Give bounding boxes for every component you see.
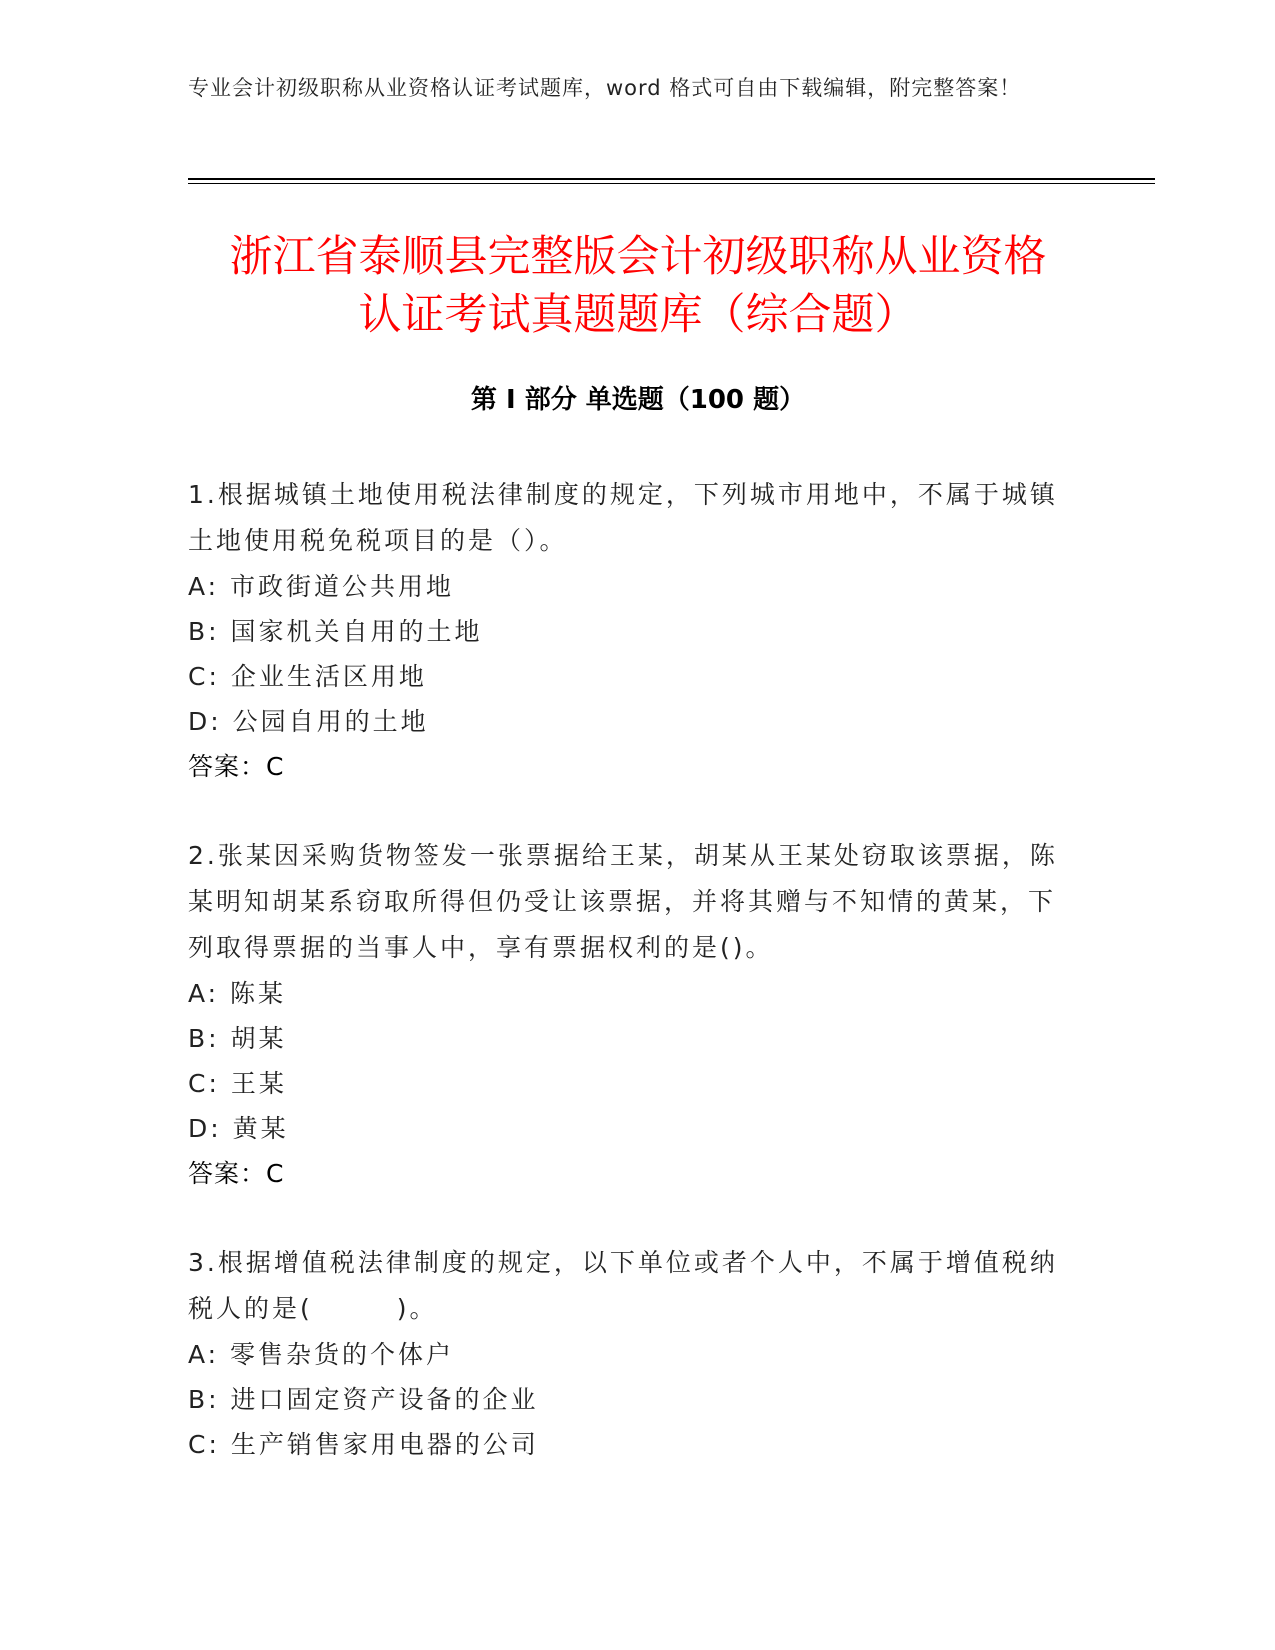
question-list: [188, 472, 1068, 1511]
section-title: 第 I 部分 单选题（100 题）: [470, 385, 806, 415]
document-title: [188, 228, 1088, 344]
option-b: B: 胡某: [188, 1024, 287, 1053]
option-b: B: 国家机关自用的土地: [188, 617, 483, 646]
option-b: B: 进口固定资产设备的企业: [188, 1385, 539, 1414]
question-2: [188, 833, 1068, 1196]
option-a: A: 市政街道公共用地: [188, 572, 455, 601]
option-d: D: 黄某: [188, 1114, 289, 1143]
question-stem: 2.张某因采购货物签发一张票据给王某，胡某从王某处窃取该票据，陈某明知胡某系窃取所得但仍受让该票据，并将其赠与不知情的黄某，下列取得票据的当事人中，享有票据权利的是()。: [188, 841, 1058, 962]
question-1: [188, 472, 1068, 789]
option-a: A: 陈某: [188, 979, 287, 1008]
option-d: D: 公园自用的土地: [188, 707, 429, 736]
option-a: A: 零售杂货的个体户: [188, 1340, 455, 1369]
document-title-line-1: 浙江省泰顺县完整版会计初级职称从业资格: [229, 232, 1047, 282]
document-title-line-2: 认证考试真题题库（综合题）: [358, 290, 918, 340]
header-divider-thin: [188, 183, 1155, 184]
header-divider-thick: [188, 178, 1155, 180]
header-note: 专业会计初级职称从业资格认证考试题库，word 格式可自由下载编辑，附完整答案！: [188, 76, 1022, 100]
question-stem: 1.根据城镇土地使用税法律制度的规定，下列城市用地中，不属于城镇土地使用税免税项目的是（）。: [188, 480, 1058, 555]
answer: 答案：C: [188, 752, 285, 781]
option-c: C: 王某: [188, 1069, 287, 1098]
question-stem: 3.根据增值税法律制度的规定，以下单位或者个人中，不属于增值税纳税人的是( )。: [188, 1248, 1058, 1323]
question-3: [188, 1240, 1068, 1467]
answer: 答案：C: [188, 1159, 285, 1188]
option-c: C: 企业生活区用地: [188, 662, 427, 691]
option-c: C: 生产销售家用电器的公司: [188, 1430, 539, 1459]
